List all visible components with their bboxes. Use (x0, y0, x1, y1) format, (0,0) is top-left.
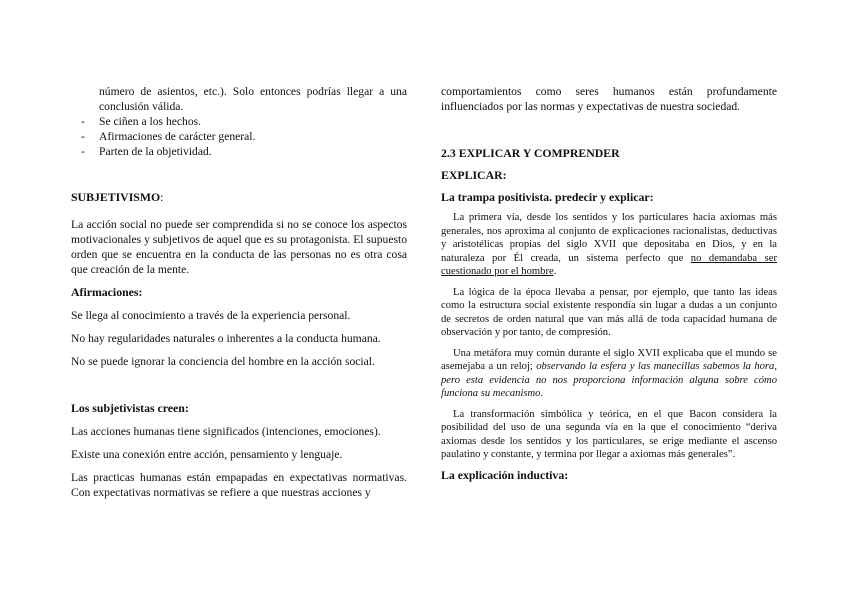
intro-continuation: número de asientos, etc.). Solo entonces podrías llegar a una conclusión válida. (99, 85, 407, 113)
dash-marker: - (81, 145, 85, 158)
paragraph-primera-via (441, 211, 777, 279)
p3-end: . (540, 388, 544, 399)
trampa-heading: La trampa positivista. predecir y explicar: (441, 190, 654, 204)
left-column (71, 84, 407, 500)
bullet-item (71, 114, 407, 129)
bullet-item (71, 129, 407, 144)
bullet-item (71, 144, 407, 159)
p1-underlined-text: no demandaba ser cuestionado por el hombre (441, 252, 778, 277)
subjetivismo-heading (71, 190, 407, 205)
p1-text: La primera vía, desde los sentidos y los particulares hacia axiomas más generales, nos aproxima al conjunto de explicaciones racionalistas, deductivas y aristotélicas propias del siglo XVII que depositaba en Dios, y en la naturaleza por Él creada, un sistema perfecto que (441, 212, 777, 264)
right-column (441, 84, 777, 483)
creen-item: Las acciones humanas tiene significados (intenciones, emociones). (71, 425, 381, 438)
dash-marker: - (81, 115, 85, 128)
afirmacion-item: No se puede ignorar la conciencia del hombre en la acción social. (71, 355, 375, 368)
creen-item: Las practicas humanas están empapadas en expectativas normativas. Con expectativas normativas se refiere a que nuestras acciones y (71, 471, 407, 499)
p3-text: Una metáfora muy común durante el siglo XVII explicaba que el mundo se asemejaba a un reloj; (441, 347, 777, 372)
bullet-text: Parten de la objetividad. (99, 145, 212, 158)
subjetivismo-colon: : (160, 190, 164, 204)
creen-item: Existe una conexión entre acción, pensamiento y lenguaje. (71, 448, 343, 461)
subjetivismo-heading-text: SUBJETIVISMO (71, 190, 161, 204)
paragraph-metafora (441, 347, 777, 401)
explicar-heading: EXPLICAR: (441, 168, 507, 182)
subjetivismo-paragraph: La acción social no puede ser comprendida si no se conoce los aspectos motivacionales y subjetivos de aquel que es su protagonista. El supuesto orden que se encuentra en la conducta de las personas no es otra cosa que creación de la mente. (71, 218, 407, 276)
continuation-paragraph: comportamientos como seres humanos están profundamente influenciados por las normas y expectativas de nuestra sociedad. (441, 85, 777, 113)
afirmacion-item: Se llega al conocimiento a través de la experiencia personal. (71, 309, 351, 322)
p1-end: . (553, 266, 557, 277)
afirmacion-item: No hay regularidades naturales o inherentes a la conducta humana. (71, 332, 381, 345)
bullet-text: Se ciñen a los hechos. (99, 115, 202, 128)
bullet-text: Afirmaciones de carácter general. (99, 130, 256, 143)
section-heading: 2.3 EXPLICAR Y COMPRENDER (441, 146, 620, 160)
inductiva-heading: La explicación inductiva: (441, 467, 569, 482)
afirmaciones-heading: Afirmaciones: (71, 285, 143, 299)
dash-marker: - (81, 130, 85, 143)
objectivism-bullet-list (71, 114, 407, 159)
creen-heading: Los subjetivistas creen: (71, 401, 189, 415)
p3-italic-text: observando la esfera y las manecillas sabemos la hora, pero esta evidencia no nos proporciona información alguna sobre cómo funciona su mecanismo (441, 361, 777, 399)
paragraph-logica: La lógica de la época llevaba a pensar, por ejemplo, que tanto las ideas como la estructura social existente respondía sin lugar a dudas a un conjunto de secretos de orden natural que van más allá de toda capacidad humana de observación y por tanto, de compresión. (441, 286, 777, 338)
paragraph-bacon: La transformación simbólica y teórica, en el que Bacon considera la posibilidad del uso de una segunda vía en la que el conocimiento “deriva axiomas desde los sentidos y los particulares, se erige mediante el ascenso paulatino y constante, y termina por llegar a axiomas más generales”. (441, 408, 777, 460)
